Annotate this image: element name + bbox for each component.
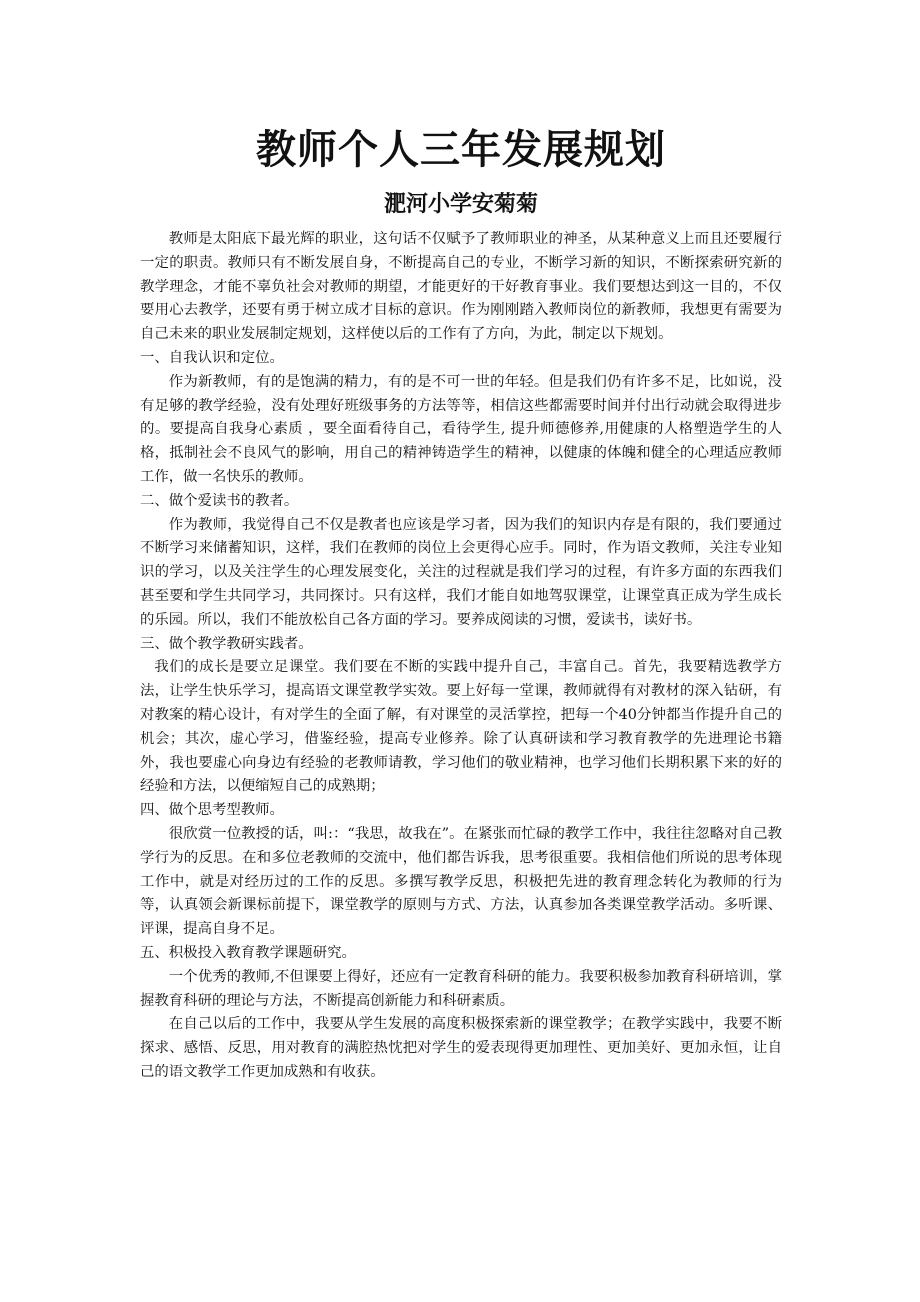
document-author: 淝河小学安菊菊: [383, 192, 538, 217]
section-5-paragraph-1: 一个优秀的教师,不但课要上得好，还应有一定教育科研的能力。我要积极参加教育科研培训，掌握教育科研的理论与方法，不断提高创新能力和科研素质。: [140, 968, 782, 1009]
document-page: [140, 118, 782, 1085]
section-1-paragraph: 作为新教师，有的是饱满的精力，有的是不可一世的年轻。但是我们仍有许多不足，比如说，没有足够的教学经验，没有处理好班级事务的方法等等，相信这些都需要时间并付出行动就会取得进步的。要提高自我身心素质 ，要全面看待自己，看待学生, 提升师德修养,用健康的人格塑造学生的人格，抵制社会不良风气的影响，用自己的精神铸造学生的精神，以健康的体魄和健全的心理适应教师工作，做一名快乐的教师。: [140, 373, 782, 485]
section-heading-1: 一、自我认识和定位。: [140, 349, 284, 366]
section-3-paragraph: 我们的成长是要立足课堂。我们要在不断的实践中提升自己，丰富自己。首先，我要精选教学方法，让学生快乐学习，提高语文课堂教学实效。要上好每一堂课，教师就得有对教材的深入钻研，有对教案的精心设计，有对学生的全面了解，有对课堂的灵活掌控，把每一个40分钟都当作提升自己的机会；其次，虚心学习，借鉴经验，提高专业修养。除了认真研读和学习教育教学的先进理论书籍外，我也要虚心向身边有经验的老教师请教，学习他们的敬业精神，也学习他们长期积累下来的好的经验和方法，以便缩短自己的成熟期；: [140, 659, 782, 795]
section-2-paragraph: 作为教师，我觉得自己不仅是教者也应该是学习者，因为我们的知识内存是有限的，我们要通过不断学习来储蓄知识，这样，我们在教师的岗位上会更得心应手。同时，作为语文教师，关注专业知识的学习，以及关注学生的心理发展变化，关注的过程就是我们学习的过程，有许多方面的东西我们甚至要和学生共同学习，共同探讨。只有这样，我们才能自如地驾驭课堂，让课堂真正成为学生成长的乐园。所以，我们不能放松自己各方面的学习。要养成阅读的习惯，爱读书，读好书。: [140, 516, 782, 628]
section-heading-3: 三、做个教学教研实践者。: [140, 635, 313, 652]
section-heading-2: 二、做个爱读书的教者。: [140, 492, 299, 509]
section-heading-4: 四、做个思考型教师。: [140, 802, 284, 819]
section-4-paragraph: 很欣赏一位教授的话，叫:：“我思，故我在”。在紧张而忙碌的教学工作中，我往往忽略对自己教学行为的反思。在和多位老教师的交流中，他们都告诉我，思考很重要。我相信他们所说的思考体现工作中，就是对经历过的工作的反思。多撰写教学反思，积极把先进的教育理念转化为教师的行为等，认真领会新课标前提下，课堂教学的原则与方式、方法，认真参加各类课堂教学活动。多听课、评课，提高自身不足。: [140, 825, 782, 938]
intro-paragraph: 教师是太阳底下最光辉的职业，这句话不仅赋予了教师职业的神圣，从某种意义上而且还要履行一定的职责。教师只有不断发展自身，不断提高自己的专业，不断学习新的知识，不断探索研究新的教学理念，才能不辜负社会对教师的期望，才能更好的干好教育事业。我们要想达到这一目的，不仅要用心去教学，还要有勇于树立成才目标的意识。作为刚刚踏入教师岗位的新教师，我想更有需要为自己未来的职业发展制定规划，这样使以后的工作有了方向，为此，制定以下规划。: [140, 231, 782, 343]
section-heading-5: 五、积极投入教育教学课题研究。: [140, 944, 356, 961]
document-title: 教师个人三年发展规划: [256, 127, 666, 173]
section-5-paragraph-2: 在自己以后的工作中，我要从学生发展的高度积极探索新的课堂教学；在教学实践中，我要不断探求、感悟、反思，用对教育的满腔热忱把对学生的爱表现得更加理性、更加美好、更加永恒，让自己的语文教学工作更加成熟和有收获。: [140, 1016, 782, 1080]
